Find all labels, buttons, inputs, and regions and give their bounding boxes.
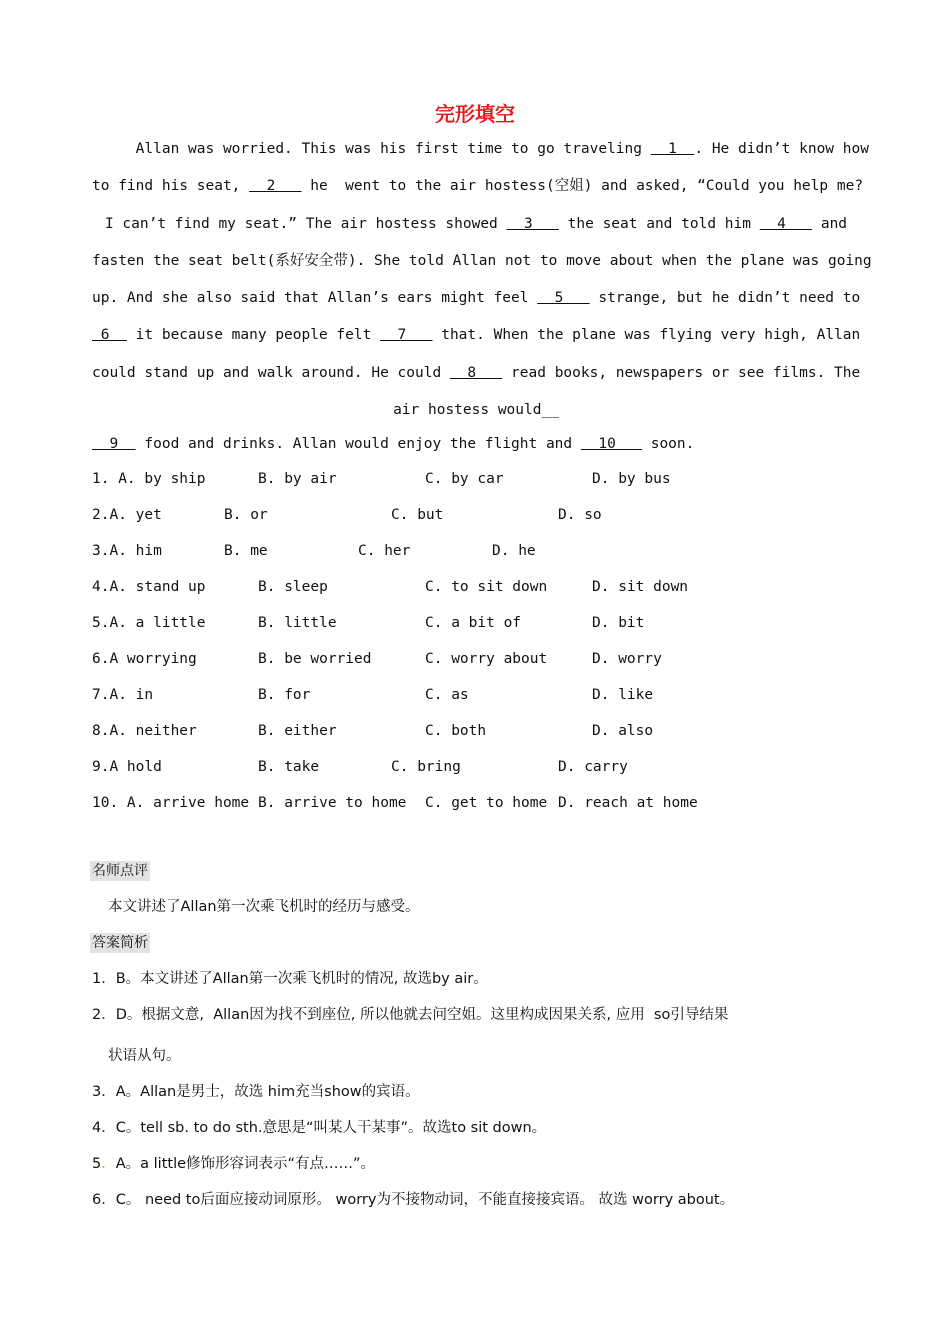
passage-line-3: I can’t find my seat.” The air hostess showed 3 the seat and told him 4 and: [104, 216, 848, 232]
option-6-a: 6.A worrying: [92, 651, 197, 667]
option-6-d: D. worry: [592, 651, 662, 667]
option-7-b: B. for: [258, 687, 311, 703]
passage-line-8: air hostess would__: [393, 402, 559, 418]
option-4-a: 4.A. stand up: [92, 579, 206, 595]
option-2-b: B. or: [224, 507, 268, 523]
option-1-b: B. by air: [258, 471, 337, 487]
blank-2: 2: [249, 178, 302, 194]
passage-line-7: could stand up and walk around. He could 8 read books, newspapers or see films. The: [92, 365, 861, 381]
option-10-b: B. arrive to home: [258, 795, 407, 811]
option-6-b: B. be worried: [258, 651, 372, 667]
answer-6: 6．C。 need to后面应接动词原形。 worry为不接物动词，不能直接接宾语。 故选 worry about。: [92, 1192, 735, 1208]
option-9-b: B. take: [258, 759, 320, 775]
analysis-heading: 答案简析: [92, 935, 148, 951]
passage-line-5: up. And she also said that Allan’s ears might feel 5 strange, but he didn’t need to: [92, 290, 861, 306]
option-7-a: 7.A. in: [92, 687, 154, 703]
blank-9: 9: [92, 436, 136, 452]
option-3-d: D. he: [492, 543, 536, 559]
option-5-d: D. bit: [592, 615, 645, 631]
review-heading: 名师点评: [92, 863, 148, 879]
answer-4: 4．C。tell sb. to do sth.意思是“叫某人干某事”。故选to sit down。: [92, 1120, 547, 1136]
option-3-a: 3.A. him: [92, 543, 162, 559]
option-4-c: C. to sit down: [425, 579, 548, 595]
option-10-d: D. reach at home: [558, 795, 698, 811]
option-3-b: B. me: [224, 543, 268, 559]
option-8-a: 8.A. neither: [92, 723, 197, 739]
passage-line-9: 9 food and drinks. Allan would enjoy the flight and 10 soon.: [92, 436, 695, 452]
option-2-a: 2.A. yet: [92, 507, 162, 523]
option-5-a: 5.A. a little: [92, 615, 206, 631]
review-text: 本文讲述了Allan第一次乘飞机时的经历与感受。: [108, 899, 420, 915]
answer-1: 1．B。本文讲述了Allan第一次乘飞机时的情况, 故选by air。: [92, 971, 488, 987]
blank-4: 4: [759, 216, 813, 232]
answer-3: 3．A。Allan是男士，故选 him充当show的宾语。: [92, 1084, 420, 1100]
option-1-d: D. by bus: [592, 471, 671, 487]
passage-line-1: Allan was worried. This was his first time to go traveling 1 . He didn’t know how: [92, 141, 869, 157]
blank-8: 8: [449, 365, 503, 381]
option-9-c: C. bring: [391, 759, 461, 775]
option-10-a: 10. A. arrive home: [92, 795, 250, 811]
option-7-c: C. as: [425, 687, 469, 703]
blank-3: 3: [506, 216, 559, 232]
option-4-d: D. sit down: [592, 579, 689, 595]
blank-5: 5: [537, 290, 590, 306]
option-9-d: D. carry: [558, 759, 628, 775]
option-9-a: 9.A hold: [92, 759, 162, 775]
answer-2: 2．D。根据文意, Allan因为找不到座位, 所以他就去问空姐。这里构成因果关系, 应用 so引导结果: [92, 1007, 729, 1023]
option-7-d: D. like: [592, 687, 654, 703]
option-2-c: C. but: [391, 507, 444, 523]
option-1-a: 1. A. by ship: [92, 471, 206, 487]
option-8-b: B. either: [258, 723, 337, 739]
answer-5-dot: ．: [101, 1156, 116, 1172]
blank-10: 10: [580, 436, 642, 452]
answer-5: 5．A。a little修饰形容词表示“有点……”。: [92, 1156, 376, 1172]
option-8-d: D. also: [592, 723, 654, 739]
option-1-c: C. by car: [425, 471, 504, 487]
option-5-b: B. little: [258, 615, 337, 631]
blank-6: 6: [92, 327, 127, 343]
option-4-b: B. sleep: [258, 579, 328, 595]
passage-line-4: fasten the seat belt(系好安全带). She told Allan not to move about when the plane was going: [92, 253, 872, 269]
answer-2-continued: 状语从句。: [108, 1048, 181, 1064]
option-8-c: C. both: [425, 723, 487, 739]
option-10-c: C. get to home: [425, 795, 548, 811]
passage-line-2: to find his seat, 2 he went to the air hostess(空姐) and asked, “Could you help me?: [92, 178, 864, 194]
option-6-c: C. worry about: [425, 651, 548, 667]
blank-1: 1: [650, 141, 695, 157]
option-2-d: D. so: [558, 507, 602, 523]
page-title: 完形填空: [435, 102, 515, 126]
passage-line-6: 6 it because many people felt 7 that. When the plane was flying very high, Allan: [92, 327, 861, 343]
option-3-c: C. her: [358, 543, 411, 559]
blank-7: 7: [380, 327, 433, 343]
option-5-c: C. a bit of: [425, 615, 522, 631]
